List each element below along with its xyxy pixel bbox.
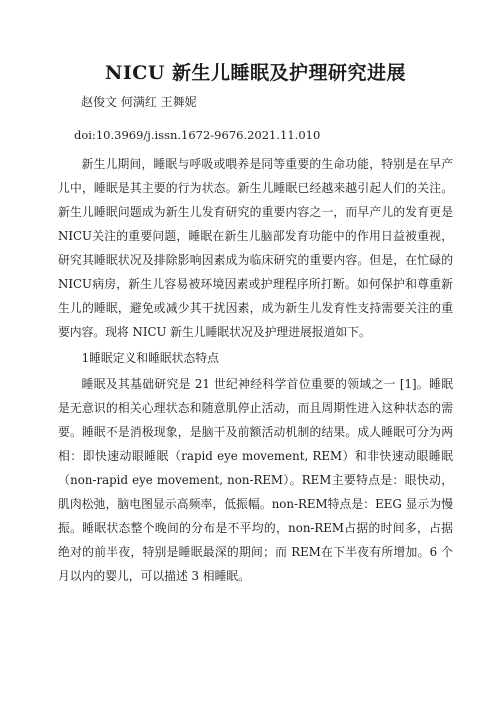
article-title: NICU 新生儿睡眠及护理研究进展: [104, 62, 407, 84]
article-authors: 赵俊文 何满红 王舞妮: [81, 95, 197, 109]
section-heading: 1睡眠定义和睡眠状态特点: [81, 351, 219, 365]
article-doi: doi:10.3969/j.issn.1672-9676.2021.11.010: [74, 128, 321, 142]
intro-paragraph: 新生儿期间，睡眠与呼吸或喂养是同等重要的生命功能，特别是在早产儿中，睡眠是其主要的行为状态。新生儿睡眠已经越来越引起人们的关注。新生儿睡眠问题成为新生儿发育研究的重要内容之一，而早产儿的发育更是NICU关注的重要问题，睡眠在新生儿脑部发育功能中的作用日益被重视，研究其睡眠状况及排除影响因素成为临床研究的重要内容。但是，在忙碌的NICU病房，新生儿容易被环境因素或护理程序所打断。如何保护和尊重新生儿的睡眠，避免或减少其干扰因素，成为新生儿发育性支持需要关注的重要内容。现将 NICU 新生儿睡眠状况及护理进展报道如下。: [58, 157, 453, 339]
section-paragraph: 睡眠及其基础研究是 21 世纪神经科学首位重要的领域之一 [1]。睡眠是无意识的相关心理状态和随意肌停止活动，而且周期性进入这种状态的需要。睡眠不是消极现象，是脑干及前额活动机制的结果。成人睡眠可分为两相：即快速动眼睡眠（rapid eye movement, REM）和非快速动眼睡眠（non-rapid eye movement, non-REM）。REM主要特点是：眼快动，肌肉松弛，脑电图显示高频率，低振幅。non-REM特点是：EEG 显示为慢振。睡眠状态整个晚间的分布是不平均的，non-REM占据的时间多，占据绝对的前半夜，特别是睡眠最深的期间；而 REM在下半夜有所增加。6 个月以内的婴儿，可以描述 3 相睡眠。: [58, 377, 453, 583]
